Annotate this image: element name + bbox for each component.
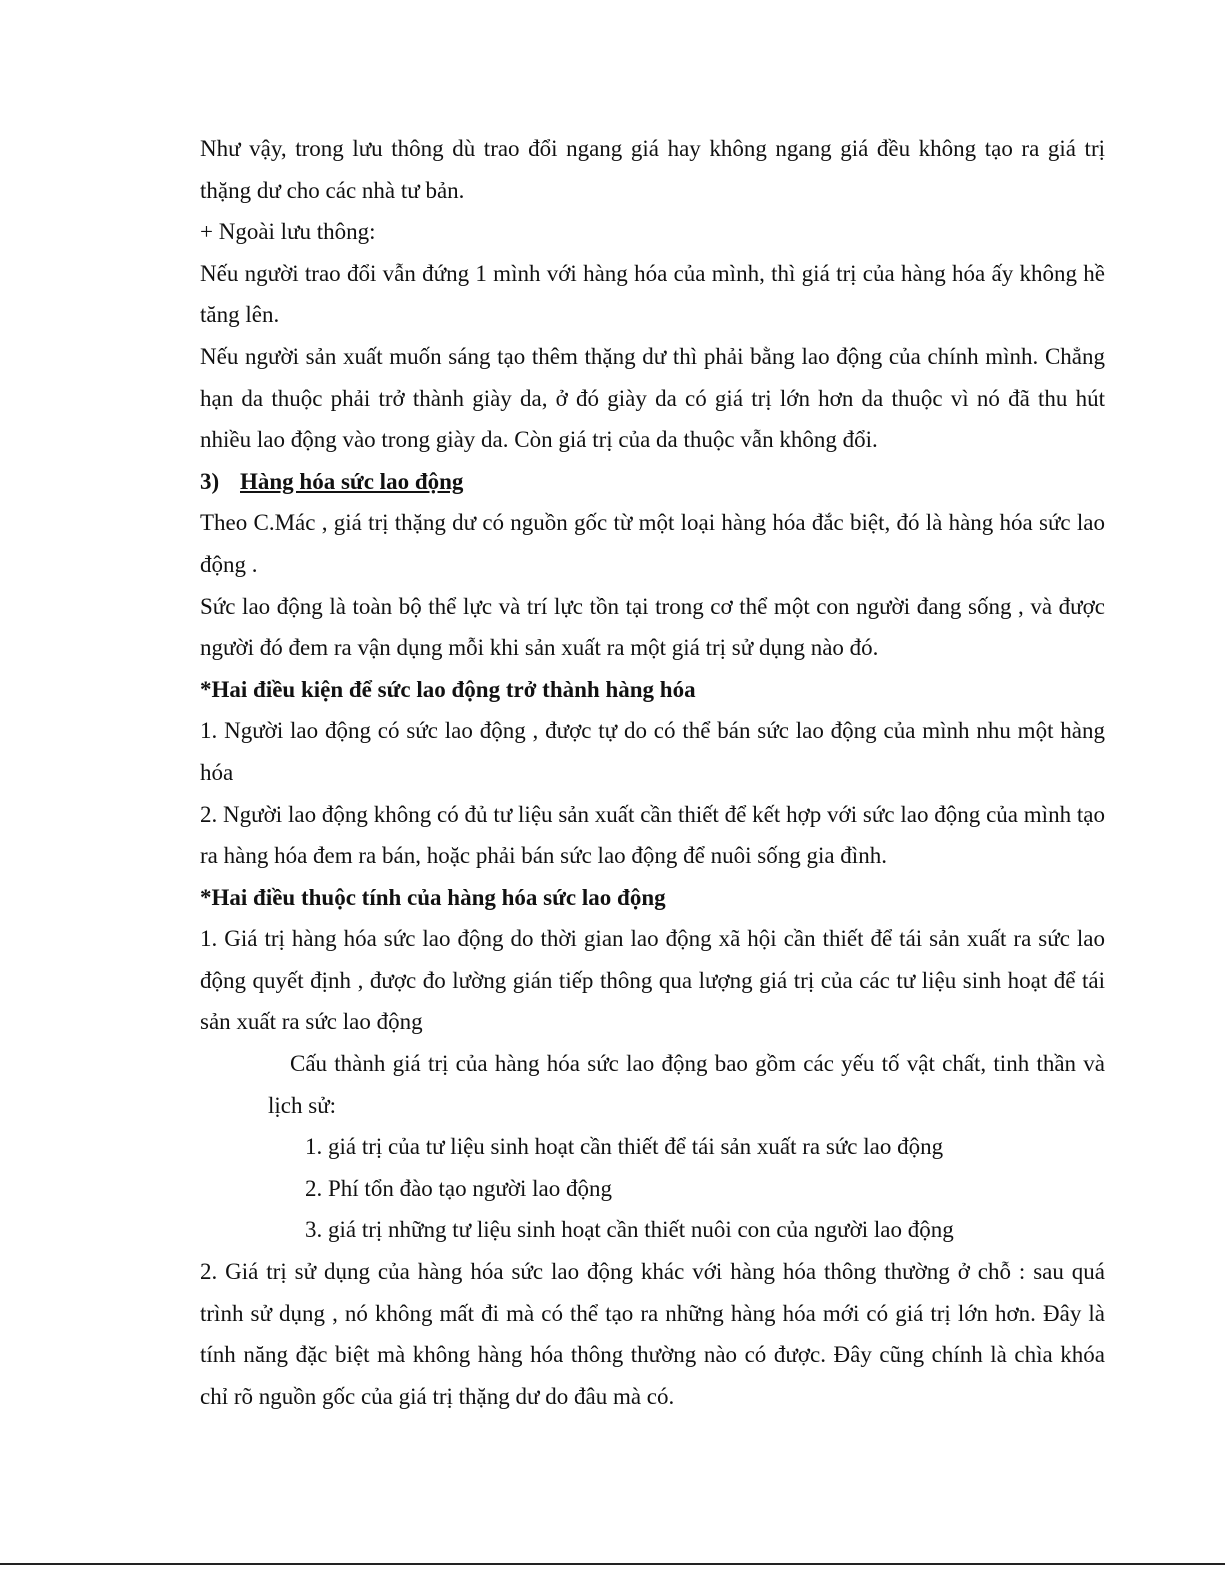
conditions-heading: *Hai điều kiện để sức lao động trở thành hàng hóa [200, 676, 696, 702]
paragraph-conclusion: Như vậy, trong lưu thông dù trao đổi ngang giá hay không ngang giá đều không tạo ra giá trị thặng dư cho các nhà tư bản. [200, 136, 1105, 203]
list-item: 2. Phí tổn đào tạo người lao động [305, 1175, 612, 1201]
condition-1: 1. Người lao động có sức lao động , được tự do có thể bán sức lao động của mình nhu một hàng hóa [200, 718, 1105, 785]
paragraph-exchanger: Nếu người trao đổi vẫn đứng 1 mình với hàng hóa của mình, thì giá trị của hàng hóa ấy không hề tăng lên. [200, 260, 1105, 328]
section-number: 3) [200, 468, 220, 494]
section-title: Hàng hóa sức lao động [240, 468, 464, 494]
list-item: 1. giá trị của tư liệu sinh hoạt cần thiết để tái sản xuất ra sức lao động [305, 1134, 944, 1160]
attribute-2: 2. Giá trị sử dụng của hàng hóa sức lao động khác với hàng hóa thông thường ở chỗ : sau quá trình sử dụng , nó không mất đi mà có thể tạo ra những hàng hóa mới có giá trị lớn hơn. Đây là tính năng đặc biệt mà không hàng hóa thông thường nào có được. Đây cũng chính là chìa khóa chỉ rõ nguồn gốc của giá trị thặng dư do đâu mà có. [200, 1259, 1105, 1409]
page-bottom-border [0, 1563, 1225, 1565]
paragraph-marx: Theo C.Mác , giá trị thặng dư có nguồn gốc từ một loại hàng hóa đắc biệt, đó là hàng hóa sức lao động . [200, 510, 1105, 577]
section-heading [200, 461, 1105, 503]
composition-paragraph: Cấu thành giá trị của hàng hóa sức lao động bao gồm các yếu tố vật chất, tinh thần và lịch sử: [268, 1051, 1105, 1118]
attribute-1: 1. Giá trị hàng hóa sức lao động do thời gian lao động xã hội cần thiết để tái sản xuất ra sức lao động quyết định , được đo lường gián tiếp thông qua lượng giá trị của các tư liệu sinh hoạt để tái sản xuất ra sức lao động [200, 926, 1105, 1035]
condition-2: 2. Người lao động không có đủ tư liệu sản xuất cần thiết để kết hợp với sức lao động của mình tạo ra hàng hóa đem ra bán, hoặc phải bán sức lao động để nuôi sống gia đình. [200, 801, 1105, 869]
attributes-heading: *Hai điều thuộc tính của hàng hóa sức lao động [200, 884, 666, 910]
paragraph-labor-power-definition: Sức lao động là toàn bộ thể lực và trí lực tồn tại trong cơ thể một con người đang sống , và được người đó đem ra vận dụng mỗi khi sản xuất ra một giá trị sử dụng nào đó. [200, 593, 1105, 661]
composition-list [200, 1126, 1105, 1251]
paragraph-producer: Nếu người sản xuất muốn sáng tạo thêm thặng dư thì phải bằng lao động của chính mình. Chẳng hạn da thuộc phải trở thành giày da, ở đó giày da có giá trị lớn hơn da thuộc vì nó đã thu hút nhiều lao động vào trong giày da. Còn giá trị của da thuộc vẫn không đổi. [200, 343, 1105, 453]
paragraph-outside-circulation: + Ngoài lưu thông: [200, 219, 376, 245]
document-page [200, 128, 1105, 1417]
list-item: 3. giá trị những tư liệu sinh hoạt cần thiết nuôi con của người lao động [305, 1217, 954, 1243]
